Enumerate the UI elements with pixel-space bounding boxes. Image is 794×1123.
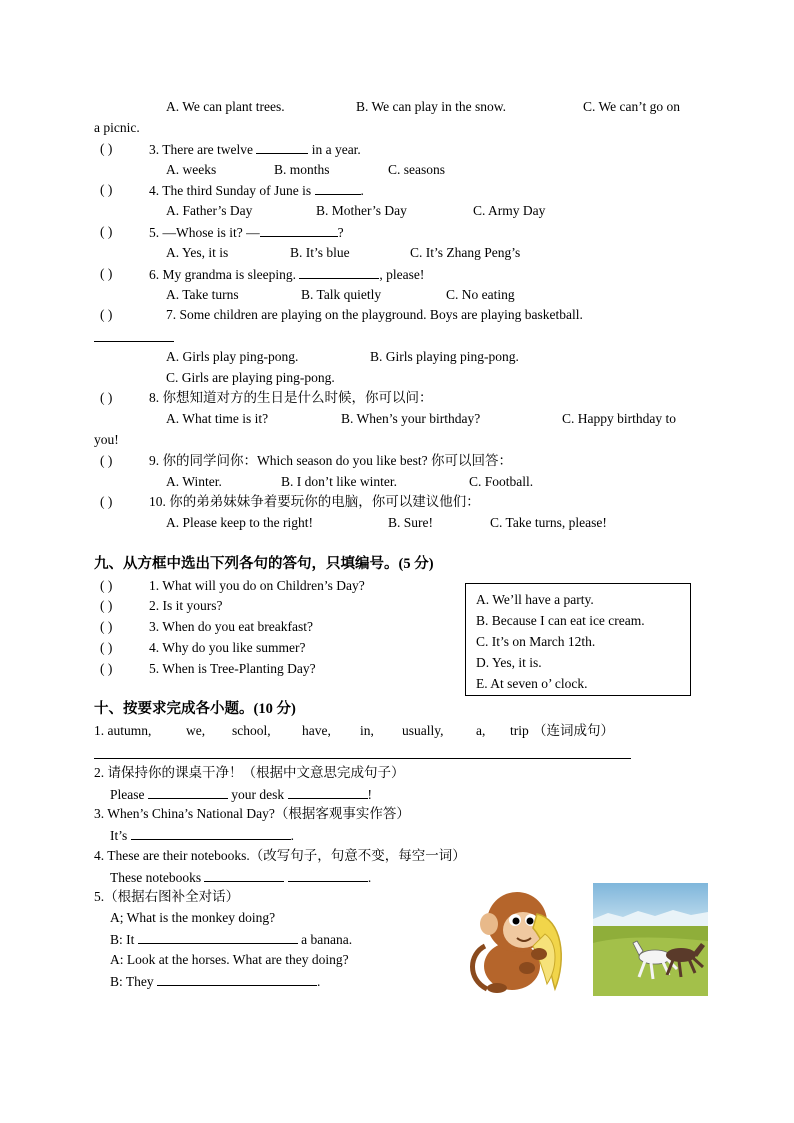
answer-paren[interactable]: ( ) [100,390,113,405]
s10-q2-answer: Please your desk ! [110,787,372,802]
answer-option-c: C. It’s on March 12th. [476,634,596,649]
answer-paren[interactable]: ( ) [100,453,113,468]
q4-option-b: B. Mother’s Day [316,203,407,218]
q7-option-b: B. Girls playing ping-pong. [370,349,519,364]
question-8-stem: 8. 你想知道对方的生日是什么时候，你可以问： [149,390,433,405]
question-6-stem: 6. My grandma is sleeping. , please! [149,267,425,282]
q8-option-b: B. When’s your birthday? [341,411,481,426]
answer-option-b: B. Because I can eat ice cream. [476,613,645,628]
q8-option-a: A. What time is it? [166,411,269,426]
s10-q1-word: in, [360,723,374,738]
s10-q1-word: school, [232,723,271,738]
s10-q5-stem: 5.（根据右图补全对话） [94,889,240,904]
q8-option-c-continued: you! [94,432,119,447]
section-9-title: 九、从方框中选出下列各句的答句，只填编号。(5 分) [94,556,434,572]
q6-option-a: A. Take turns [166,287,239,302]
s10-q1-instruction: （连词成句） [533,723,614,738]
s10-q3-answer: It’s . [110,828,295,843]
answer-paren[interactable]: ( ) [100,619,113,634]
s10-q3-stem: 3. When’s China’s National Day?（根据客观事实作答） [94,806,410,821]
answer-paren[interactable]: ( ) [100,266,113,281]
answer-paren[interactable]: ( ) [100,578,113,593]
s10-q1-word: have, [302,723,331,738]
s10-q5-line-3: A: Look at the horses. What are they doing? [110,952,349,967]
s10-q4-stem: 4. These are their notebooks.（改写句子，句意不变，每空一词） [94,848,466,863]
q10-option-a: A. Please keep to the right! [166,515,313,530]
q4-option-a: A. Father’s Day [166,203,253,218]
blank-line[interactable] [138,931,298,944]
q3-option-c: C. seasons [388,162,445,177]
q7-option-c: C. Girls are playing ping-pong. [166,370,335,385]
answer-line[interactable] [94,758,631,759]
q6-option-b: B. Talk quietly [301,287,382,302]
s10-q2-stem: 2. 请保持你的课桌干净！（根据中文意思完成句子） [94,765,405,780]
s10-q1-word: 1. autumn, [94,723,152,738]
blank-line[interactable] [94,341,174,342]
blank-line[interactable] [299,266,379,279]
answer-paren[interactable]: ( ) [100,307,113,322]
s10-q5-line-4: B: They . [110,974,321,989]
answer-options-box [465,583,691,696]
q5-option-a: A. Yes, it is [166,245,229,260]
q10-option-c: C. Take turns, please! [490,515,607,530]
blank-line[interactable] [256,141,308,154]
s10-q1-word: trip [510,723,529,738]
s9-question-2: 2. Is it yours? [149,598,223,613]
q3-option-b: B. months [274,162,330,177]
question-3-stem: 3. There are twelve in a year. [149,142,361,157]
q7-option-a: A. Girls play ping-pong. [166,349,299,364]
q6-option-c: C. No eating [446,287,515,302]
s10-q1-word: usually, [402,723,444,738]
question-7-stem: 7. Some children are playing on the playground. Boys are playing basketball. [166,307,583,322]
s9-question-4: 4. Why do you like summer? [149,640,306,655]
answer-paren[interactable]: ( ) [100,182,113,197]
blank-line[interactable] [315,182,361,195]
question-10-stem: 10. 你的弟弟妹妹争着要玩你的电脑，你可以建议他们： [149,494,480,509]
question-5-stem: 5. —Whose is it? — ? [149,225,344,240]
q2-option-a: A. We can plant trees. [166,99,285,114]
question-9-stem: 9. 你的同学问你：Which season do you like best? 你可以回答： [149,453,512,468]
s9-question-1: 1. What will you do on Children’s Day? [149,578,365,593]
s10-q1-word: a, [476,723,486,738]
blank-line[interactable] [288,786,368,799]
answer-paren[interactable]: ( ) [100,661,113,676]
s10-q4-answer: These notebooks . [110,870,372,885]
s9-question-5: 5. When is Tree-Planting Day? [149,661,316,676]
q9-option-c: C. Football. [469,474,534,489]
blank-line[interactable] [157,973,317,986]
q10-option-b: B. Sure! [388,515,433,530]
blank-line[interactable] [260,224,338,237]
q5-option-c: C. It’s Zhang Peng’s [410,245,521,260]
answer-paren[interactable]: ( ) [100,640,113,655]
blank-line[interactable] [288,869,368,882]
q2-option-c-continued: a picnic. [94,120,140,135]
blank-line[interactable] [204,869,284,882]
q2-option-b: B. We can play in the snow. [356,99,507,114]
q9-option-a: A. Winter. [166,474,222,489]
monkey-banana-picture [467,884,582,994]
answer-paren[interactable]: ( ) [100,598,113,613]
s10-q5-line-1: A; What is the monkey doing? [110,910,276,925]
blank-line[interactable] [148,786,228,799]
q2-option-c: C. We can’t go on [583,99,681,114]
s9-question-3: 3. When do you eat breakfast? [149,619,313,634]
s10-q1-word: we, [186,723,206,738]
q4-option-c: C. Army Day [473,203,546,218]
section-10-title: 十、按要求完成各小题。(10 分) [94,701,296,717]
s10-q5-line-2: B: It a banana. [110,932,353,947]
q5-option-b: B. It’s blue [290,245,350,260]
running-horses-picture [593,883,708,996]
answer-option-e: E. At seven o’ clock. [476,676,588,691]
answer-paren[interactable]: ( ) [100,494,113,509]
answer-paren[interactable]: ( ) [100,224,113,239]
answer-option-a: A. We’ll have a party. [476,592,594,607]
q8-option-c: C. Happy birthday to [562,411,676,426]
answer-paren[interactable]: ( ) [100,141,113,156]
q9-option-b: B. I don’t like winter. [281,474,397,489]
q3-option-a: A. weeks [166,162,217,177]
answer-option-d: D. Yes, it is. [476,655,542,670]
question-4-stem: 4. The third Sunday of June is . [149,183,364,198]
blank-line[interactable] [131,827,291,840]
